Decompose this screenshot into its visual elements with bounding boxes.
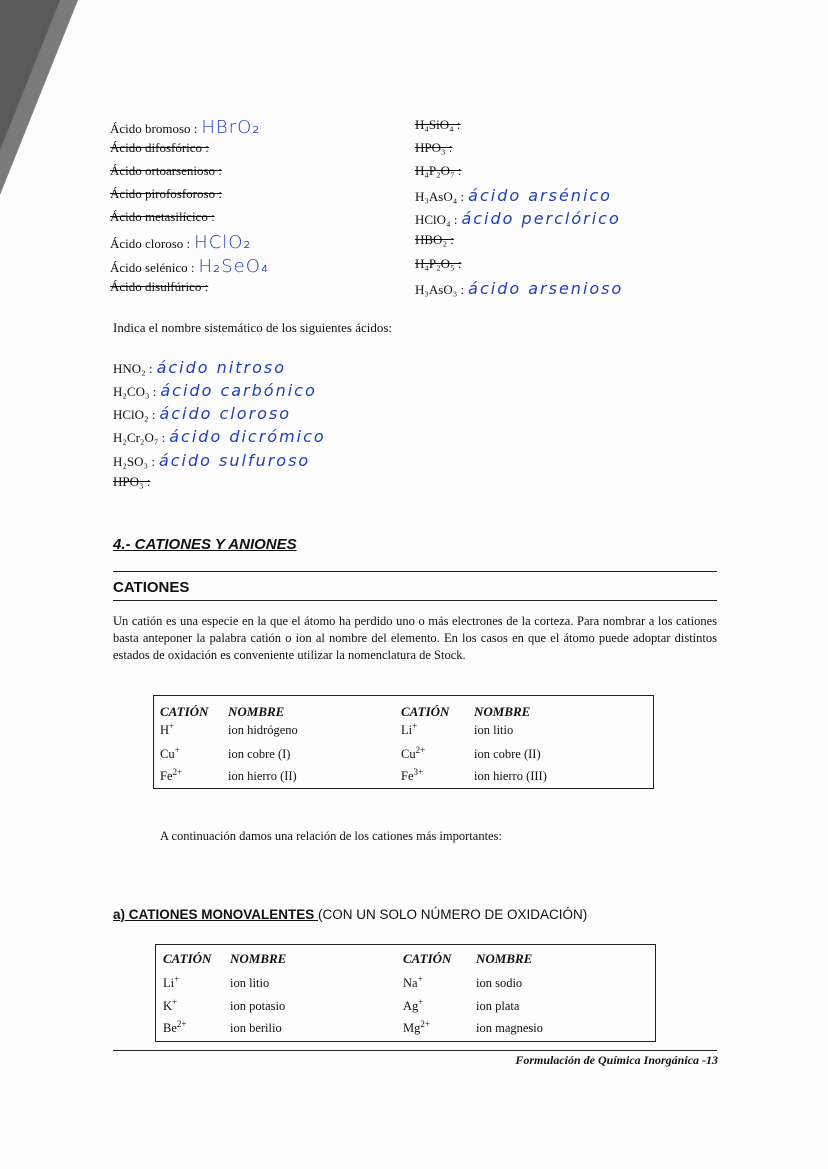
cation-name: ion hierro (II) (228, 769, 297, 783)
element-symbol: Cu (401, 747, 416, 761)
element-symbol: Na (403, 976, 418, 990)
ion-charge: + (174, 745, 180, 755)
systematic-row (113, 358, 286, 377)
acid-row-label: Ácido ortoarsenioso : (110, 163, 222, 178)
element-symbol: Li (401, 723, 413, 737)
systematic-row (113, 427, 326, 446)
intro-text: A continuación damos una relación de los cationes más importantes: (160, 829, 502, 843)
subsection-heading (113, 907, 587, 922)
cation-name: ion magnesio (476, 1021, 544, 1035)
table-header: NOMBRE (230, 951, 287, 966)
acid-formula-row-label: H₄P₂O₇ : (415, 163, 462, 178)
acid-formula-row-label: H₃AsO₃ : (415, 282, 465, 297)
acid-formula-row (415, 232, 454, 248)
cation-symbol (163, 1021, 186, 1036)
section-title: 4.- CATIONES Y ANIONES (113, 536, 297, 553)
acid-formula-row (415, 140, 452, 156)
element-symbol: Fe (160, 769, 173, 783)
ion-charge: + (174, 974, 180, 984)
acid-formula-row-label: H₄P₂O₅ : (415, 256, 462, 271)
subsection-title: a) CATIONES MONOVALENTES (113, 907, 319, 922)
cation-name: ion litio (230, 976, 270, 990)
acid-row-label: Ácido selénico : (110, 260, 195, 275)
systematic-row-label: H₂SO₃ : (113, 454, 155, 469)
cation-name: ion berilio (230, 1021, 282, 1035)
handwritten-answer: ácido dicrómico (169, 427, 326, 446)
acid-row (110, 209, 215, 225)
cation-name: ion hierro (III) (474, 769, 547, 783)
acid-row (110, 232, 252, 253)
cation-table-1 (153, 695, 654, 789)
element-symbol: Mg (403, 1021, 421, 1035)
acid-row-label: Ácido cloroso : (110, 236, 191, 251)
cation-name: ion sodio (476, 976, 523, 990)
acid-formula-row-label: HPO₃ : (415, 140, 453, 155)
acid-row (110, 117, 261, 138)
ion-charge: + (417, 974, 423, 984)
table-header: NOMBRE (476, 951, 533, 966)
acid-formula-row-label: HClO₄ : (415, 212, 458, 227)
cation-symbol (160, 747, 180, 762)
cation-symbol (403, 999, 423, 1014)
table-header: NOMBRE (474, 704, 531, 719)
handwritten-answer: H₂SeO₄ (198, 256, 270, 277)
table-header: CATIÓN (403, 951, 452, 966)
systematic-row (113, 451, 310, 470)
handwritten-answer: ácido arsénico (468, 186, 612, 205)
acid-row-label: Ácido pirofosforoso : (110, 186, 222, 201)
cation-symbol (401, 723, 417, 738)
cation-symbol (163, 976, 179, 991)
acid-formula-row (415, 163, 461, 179)
systematic-row (113, 474, 150, 490)
cation-name: ion potasio (230, 999, 286, 1013)
acid-formula-row (415, 279, 623, 298)
cation-symbol (160, 723, 174, 738)
table-header: CATIÓN (163, 951, 212, 966)
ion-charge: 2+ (420, 1019, 430, 1029)
cation-name: ion cobre (I) (228, 747, 291, 761)
cation-name: ion hidrógeno (228, 723, 298, 737)
cation-name: ion plata (476, 999, 520, 1013)
handwritten-answer: HClO₂ (194, 232, 252, 253)
cation-name: ion cobre (II) (474, 747, 541, 761)
element-symbol: Li (163, 976, 175, 990)
systematic-row-label: HPO₃ : (113, 474, 151, 489)
element-symbol: Fe (401, 769, 414, 783)
cation-symbol (163, 999, 177, 1014)
table-header: CATIÓN (401, 704, 450, 719)
acid-row-label: Ácido metasilícico : (110, 209, 215, 224)
element-symbol: Cu (160, 747, 175, 761)
page-footer: Formulación de Química Inorgánica -13 (515, 1053, 718, 1067)
handwritten-answer: ácido sulfuroso (158, 451, 311, 470)
cation-table-2 (155, 944, 656, 1042)
acid-row (110, 140, 209, 156)
ion-charge: + (172, 997, 178, 1007)
cation-symbol (160, 769, 182, 784)
table-header: CATIÓN (160, 704, 209, 719)
ion-charge: 2+ (415, 745, 426, 755)
acid-row (110, 279, 208, 295)
systematic-row-label: H₂CO₃ : (113, 384, 157, 399)
systematic-row-label: HNO₂ : (113, 361, 153, 376)
systematic-row (113, 404, 291, 423)
ion-charge: 3+ (413, 767, 424, 777)
element-symbol: Be (163, 1021, 177, 1035)
acid-formula-row (415, 256, 461, 272)
ion-charge: 2+ (172, 767, 183, 777)
footer-rule (113, 1050, 717, 1051)
systematic-prompt: Indica el nombre sistemático de los siguientes ácidos: (113, 320, 393, 335)
divider (113, 571, 717, 572)
ion-charge: + (418, 997, 424, 1007)
acid-row-label: Ácido disulfúrico : (110, 279, 209, 294)
subsection-note: (CON UN SOLO NÚMERO DE OXIDACIÓN) (318, 907, 588, 922)
cation-symbol (401, 769, 423, 784)
systematic-row (113, 381, 317, 400)
cationes-paragraph: Un catión es una especie en la que el átomo ha perdido uno o más electrones de la corteza. Para nombrar a los cationes basta anteponer la palabra catión o ion al nombre del elemento. En los casos en que el átomo puede adoptar distintos estados de oxidación es conveniente utilizar la nomenclatura de Stock. (113, 614, 717, 662)
ion-charge: 2+ (176, 1019, 187, 1029)
cationes-heading: CATIONES (113, 579, 190, 596)
systematic-row-label: H₂Cr₂O₇ : (113, 430, 166, 445)
table-header: NOMBRE (228, 704, 285, 719)
acid-row (110, 163, 222, 179)
handwritten-answer: HBrO₂ (201, 117, 261, 138)
scan-shadow (0, 0, 80, 200)
handwritten-answer: ácido perclórico (461, 209, 621, 228)
cation-name: ion litio (474, 723, 514, 737)
systematic-row-label: HClO₂ : (113, 407, 156, 422)
handwritten-answer: ácido nitroso (156, 358, 286, 377)
handwritten-answer: ácido carbónico (160, 381, 317, 400)
cation-symbol (403, 1021, 430, 1036)
divider (113, 600, 717, 601)
acid-formula-row-label: HBO₂ : (415, 232, 454, 247)
acid-formula-row (415, 186, 612, 205)
element-symbol: Ag (403, 999, 419, 1013)
acid-formula-row-label: H₄SiO₄ : (415, 117, 461, 132)
acid-row (110, 256, 269, 277)
ion-charge: + (412, 721, 418, 731)
acid-row (110, 186, 222, 202)
cation-symbol (401, 747, 425, 762)
ion-charge: + (169, 721, 175, 731)
handwritten-answer: ácido cloroso (159, 404, 292, 423)
element-symbol: H (160, 723, 170, 737)
handwritten-answer: ácido arsenioso (468, 279, 624, 298)
cation-symbol (403, 976, 423, 991)
acid-row-label: Ácido bromoso : (110, 121, 198, 136)
acid-formula-row (415, 117, 461, 133)
acid-row-label: Ácido difosfórico : (110, 140, 209, 155)
acid-formula-row (415, 209, 621, 228)
element-symbol: K (163, 999, 173, 1013)
acid-formula-row-label: H₃AsO₄ : (415, 189, 465, 204)
